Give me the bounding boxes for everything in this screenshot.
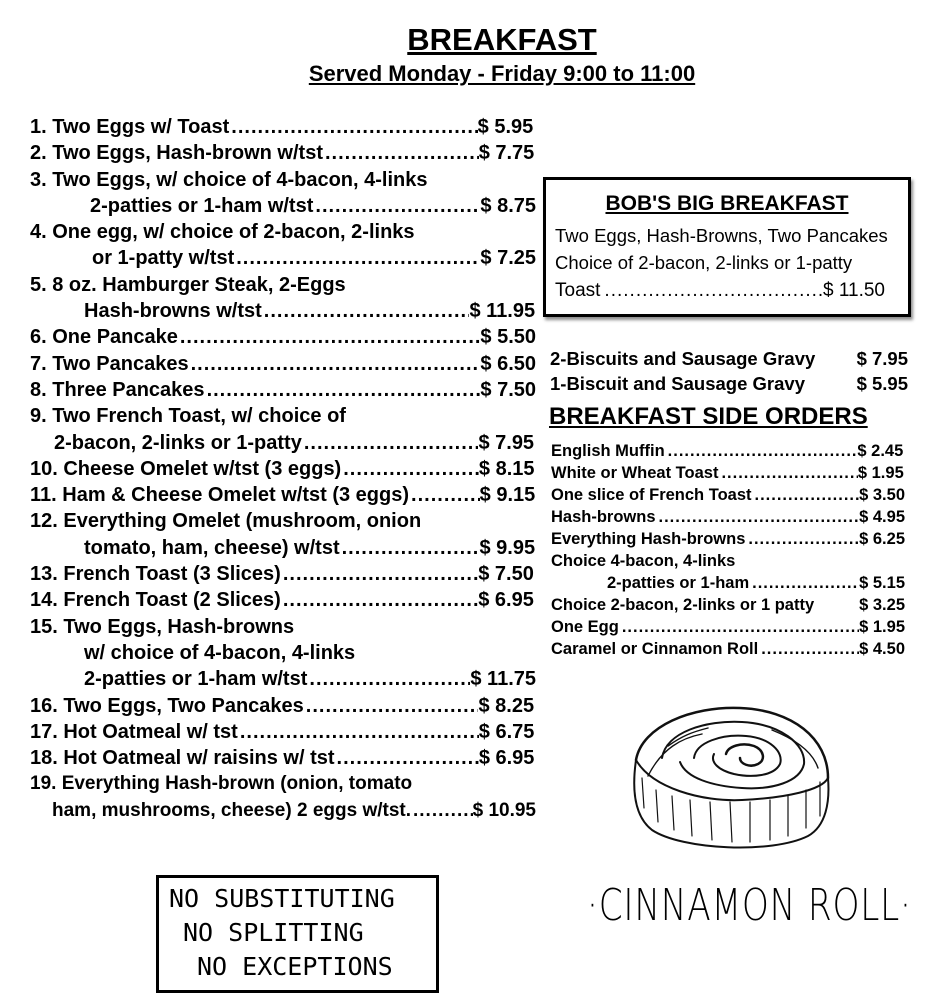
menu-subtitle: Served Monday - Friday 9:00 to 11:00 [308, 61, 696, 86]
menu-item: 1-Biscuit and Sausage Gravy $ 5.95 [550, 373, 908, 394]
menu-item: 6. One Pancake ..... $ 5.50 [30, 324, 536, 350]
menu-item: tomato, ham, cheese) w/tst ..... $ 9.95 [30, 535, 536, 561]
policy-line: NO SUBSTITUTING [169, 884, 395, 913]
menu-item: 3. Two Eggs, w/ choice of 4-bacon, 4-links [30, 168, 428, 191]
menu-item: 5. 8 oz. Hamburger Steak, 2-Eggs [30, 273, 346, 296]
menu-item: 8. Three Pancakes ..... $ 7.50 [30, 377, 536, 403]
menu-item: 4. One egg, w/ choice of 2-bacon, 2-links [30, 221, 415, 244]
menu-item: 2. Two Eggs, Hash-brown w/tst ..... $ 7.75 [30, 140, 536, 166]
bobs-big-breakfast-title: BOB'S BIG BREAKFAST [605, 192, 849, 215]
menu-item: 17. Hot Oatmeal w/ tst ..... $ 6.75 [30, 719, 536, 745]
side-item: One Egg ..... $ 1.95 [551, 616, 905, 638]
menu-item: 15. Two Eggs, Hash-browns [30, 615, 295, 638]
menu-item: 19. Everything Hash-brown (onion, tomato [30, 773, 413, 795]
menu-item: 9. Two French Toast, w/ choice of [30, 405, 346, 428]
policy-notice-box [156, 875, 439, 993]
bobs-big-breakfast-desc: Choice of 2-bacon, 2-links or 1-patty [555, 252, 853, 273]
menu-item: 12. Everything Omelet (mushroom, onion [30, 510, 422, 533]
side-item: Caramel or Cinnamon Roll ..... $ 4.50 [551, 638, 905, 660]
menu-item: 2-patties or 1-ham w/tst ..... $ 8.75 [30, 193, 536, 219]
bobs-big-breakfast-desc: Two Eggs, Hash-Browns, Two Pancakes [555, 225, 888, 246]
side-orders-list [551, 440, 905, 660]
policy-line: NO EXCEPTIONS [197, 952, 393, 981]
menu-item: 7. Two Pancakes ..... $ 6.50 [30, 351, 536, 377]
menu-item: 13. French Toast (3 Slices) ..... $ 7.50 [30, 561, 536, 587]
policy-line: NO SPLITTING [183, 918, 364, 947]
menu-item: 11. Ham & Cheese Omelet w/tst (3 eggs) ..... $ 9.15 [30, 482, 536, 508]
menu-item: 2-bacon, 2-links or 1-patty ..... $ 7.95 [30, 430, 536, 456]
menu-item: 14. French Toast (2 Slices) ..... $ 6.95 [30, 587, 536, 613]
bobs-big-breakfast-price-line: Toast ..... $ 11.50 [555, 280, 885, 302]
side-item: White or Wheat Toast ..... $ 1.95 [551, 462, 905, 484]
side-item: One slice of French Toast ..... $ 3.50 [551, 484, 905, 506]
menu-item: 1. Two Eggs w/ Toast ..... $ 5.95 [30, 114, 536, 140]
side-item: English Muffin ..... $ 2.45 [551, 440, 905, 462]
cinnamon-roll-caption: ·CINNAMON ROLL· [587, 880, 912, 931]
menu-item: 16. Two Eggs, Two Pancakes ..... $ 8.25 [30, 693, 536, 719]
side-item: Choice 2-bacon, 2-links or 1 patty $ 3.25 [551, 596, 905, 614]
menu-item: 2-patties or 1-ham w/tst ..... $ 11.75 [30, 666, 536, 692]
bobs-big-breakfast-box [543, 177, 911, 317]
side-item: Hash-browns ..... $ 4.95 [551, 506, 905, 528]
side-item: Choice 4-bacon, 4-links [551, 552, 736, 570]
menu-item: Hash-browns w/tst ..... $ 11.95 [30, 298, 536, 324]
menu-title: BREAKFAST [407, 22, 597, 57]
breakfast-menu-list [30, 114, 536, 824]
menu-item: 10. Cheese Omelet w/tst (3 eggs) ..... $ 8.15 [30, 456, 536, 482]
menu-item: w/ choice of 4-bacon, 4-links [84, 641, 356, 664]
side-item: Everything Hash-browns ..... $ 6.25 [551, 528, 905, 550]
menu-item: or 1-patty w/tst ..... $ 7.25 [30, 245, 536, 271]
side-item: 2-patties or 1-ham ..... $ 5.15 [551, 572, 905, 594]
menu-item: ham, mushrooms, cheese) 2 eggs w/tst. ..... $ 10.95 [30, 798, 536, 824]
menu-item: 18. Hot Oatmeal w/ raisins w/ tst ..... $ 6.95 [30, 745, 536, 771]
menu-item: 2-Biscuits and Sausage Gravy $ 7.95 [550, 348, 908, 369]
cinnamon-roll-icon [622, 698, 834, 858]
side-orders-title: BREAKFAST SIDE ORDERS [549, 403, 868, 430]
